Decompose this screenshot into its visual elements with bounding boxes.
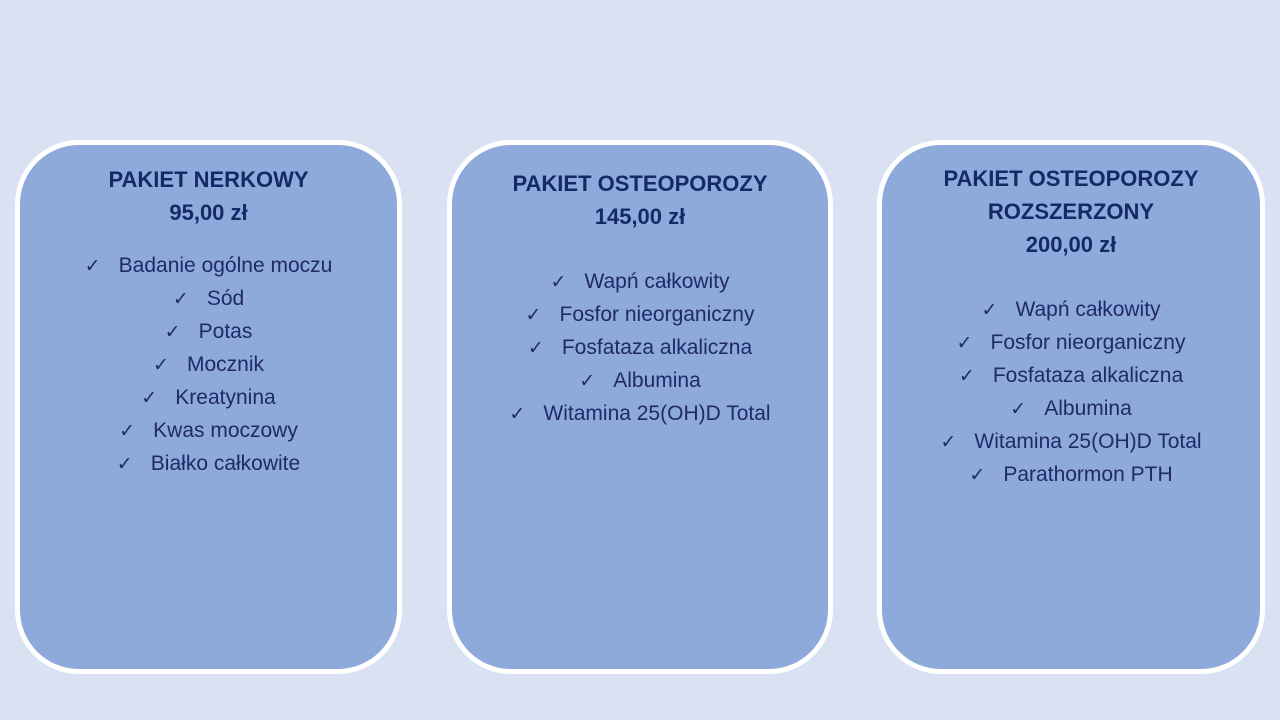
package-card-osteoporozy-rozszerzony [877,140,1265,674]
test-name: Wapń całkowity [1015,298,1161,321]
list-item [452,365,828,398]
package-test-list [452,266,828,431]
test-name: Parathormon PTH [1003,463,1173,486]
test-name: Białko całkowite [150,452,301,475]
list-item [452,299,828,332]
test-name: Fosfataza alkaliczna [561,336,753,359]
check-icon: ✓ [1010,399,1027,420]
list-item [20,250,397,283]
check-icon: ✓ [940,432,957,453]
check-icon: ✓ [525,305,542,326]
check-icon: ✓ [969,465,986,486]
list-item [882,426,1260,459]
list-item [452,266,828,299]
check-icon: ✓ [141,388,158,409]
test-name: Mocznik [186,353,265,376]
list-item [20,382,397,415]
list-item [20,283,397,316]
test-name: Witamina 25(OH)D Total [974,430,1202,453]
check-icon: ✓ [981,300,998,321]
list-item [452,398,828,431]
package-title: PAKIET NERKOWY [108,167,309,192]
test-name: Albumina [613,369,701,392]
test-name: Fosfor nieorganiczny [990,331,1186,354]
list-item [20,448,397,481]
test-name: Badanie ogólne moczu [118,254,333,277]
check-icon: ✓ [509,404,526,425]
test-name: Fosfor nieorganiczny [559,303,755,326]
list-item [882,327,1260,360]
list-item [452,332,828,365]
check-icon: ✓ [84,256,101,277]
test-name: Wapń całkowity [584,270,730,293]
test-name: Witamina 25(OH)D Total [543,402,771,425]
test-name: Fosfataza alkaliczna [992,364,1184,387]
check-icon: ✓ [164,322,181,343]
package-header [882,145,1260,261]
list-item [20,349,397,382]
package-title: PAKIET OSTEOPOROZY [512,171,768,196]
check-icon: ✓ [958,366,975,387]
check-icon: ✓ [550,272,567,293]
test-name: Sód [206,287,245,310]
package-test-list [20,250,397,481]
test-name: Albumina [1044,397,1132,420]
list-item [20,415,397,448]
package-title: PAKIET OSTEOPOROZY ROZSZERZONY [943,166,1199,224]
package-card-nerkowy [15,140,402,674]
check-icon: ✓ [579,371,596,392]
check-icon: ✓ [172,289,189,310]
test-name: Kwas moczowy [153,419,298,442]
package-header [20,145,397,229]
check-icon: ✓ [527,338,544,359]
test-name: Kreatynina [175,386,276,409]
check-icon: ✓ [956,333,973,354]
package-test-list [882,294,1260,492]
list-item [882,360,1260,393]
package-price: 145,00 zł [594,204,686,229]
list-item [882,459,1260,492]
list-item [20,316,397,349]
package-header [452,145,828,233]
check-icon: ✓ [116,454,133,475]
check-icon: ✓ [152,355,169,376]
check-icon: ✓ [119,421,136,442]
test-name: Potas [198,320,253,343]
package-price: 95,00 zł [169,200,248,225]
package-price: 200,00 zł [1025,232,1117,257]
list-item [882,294,1260,327]
list-item [882,393,1260,426]
package-card-osteoporozy [447,140,833,674]
